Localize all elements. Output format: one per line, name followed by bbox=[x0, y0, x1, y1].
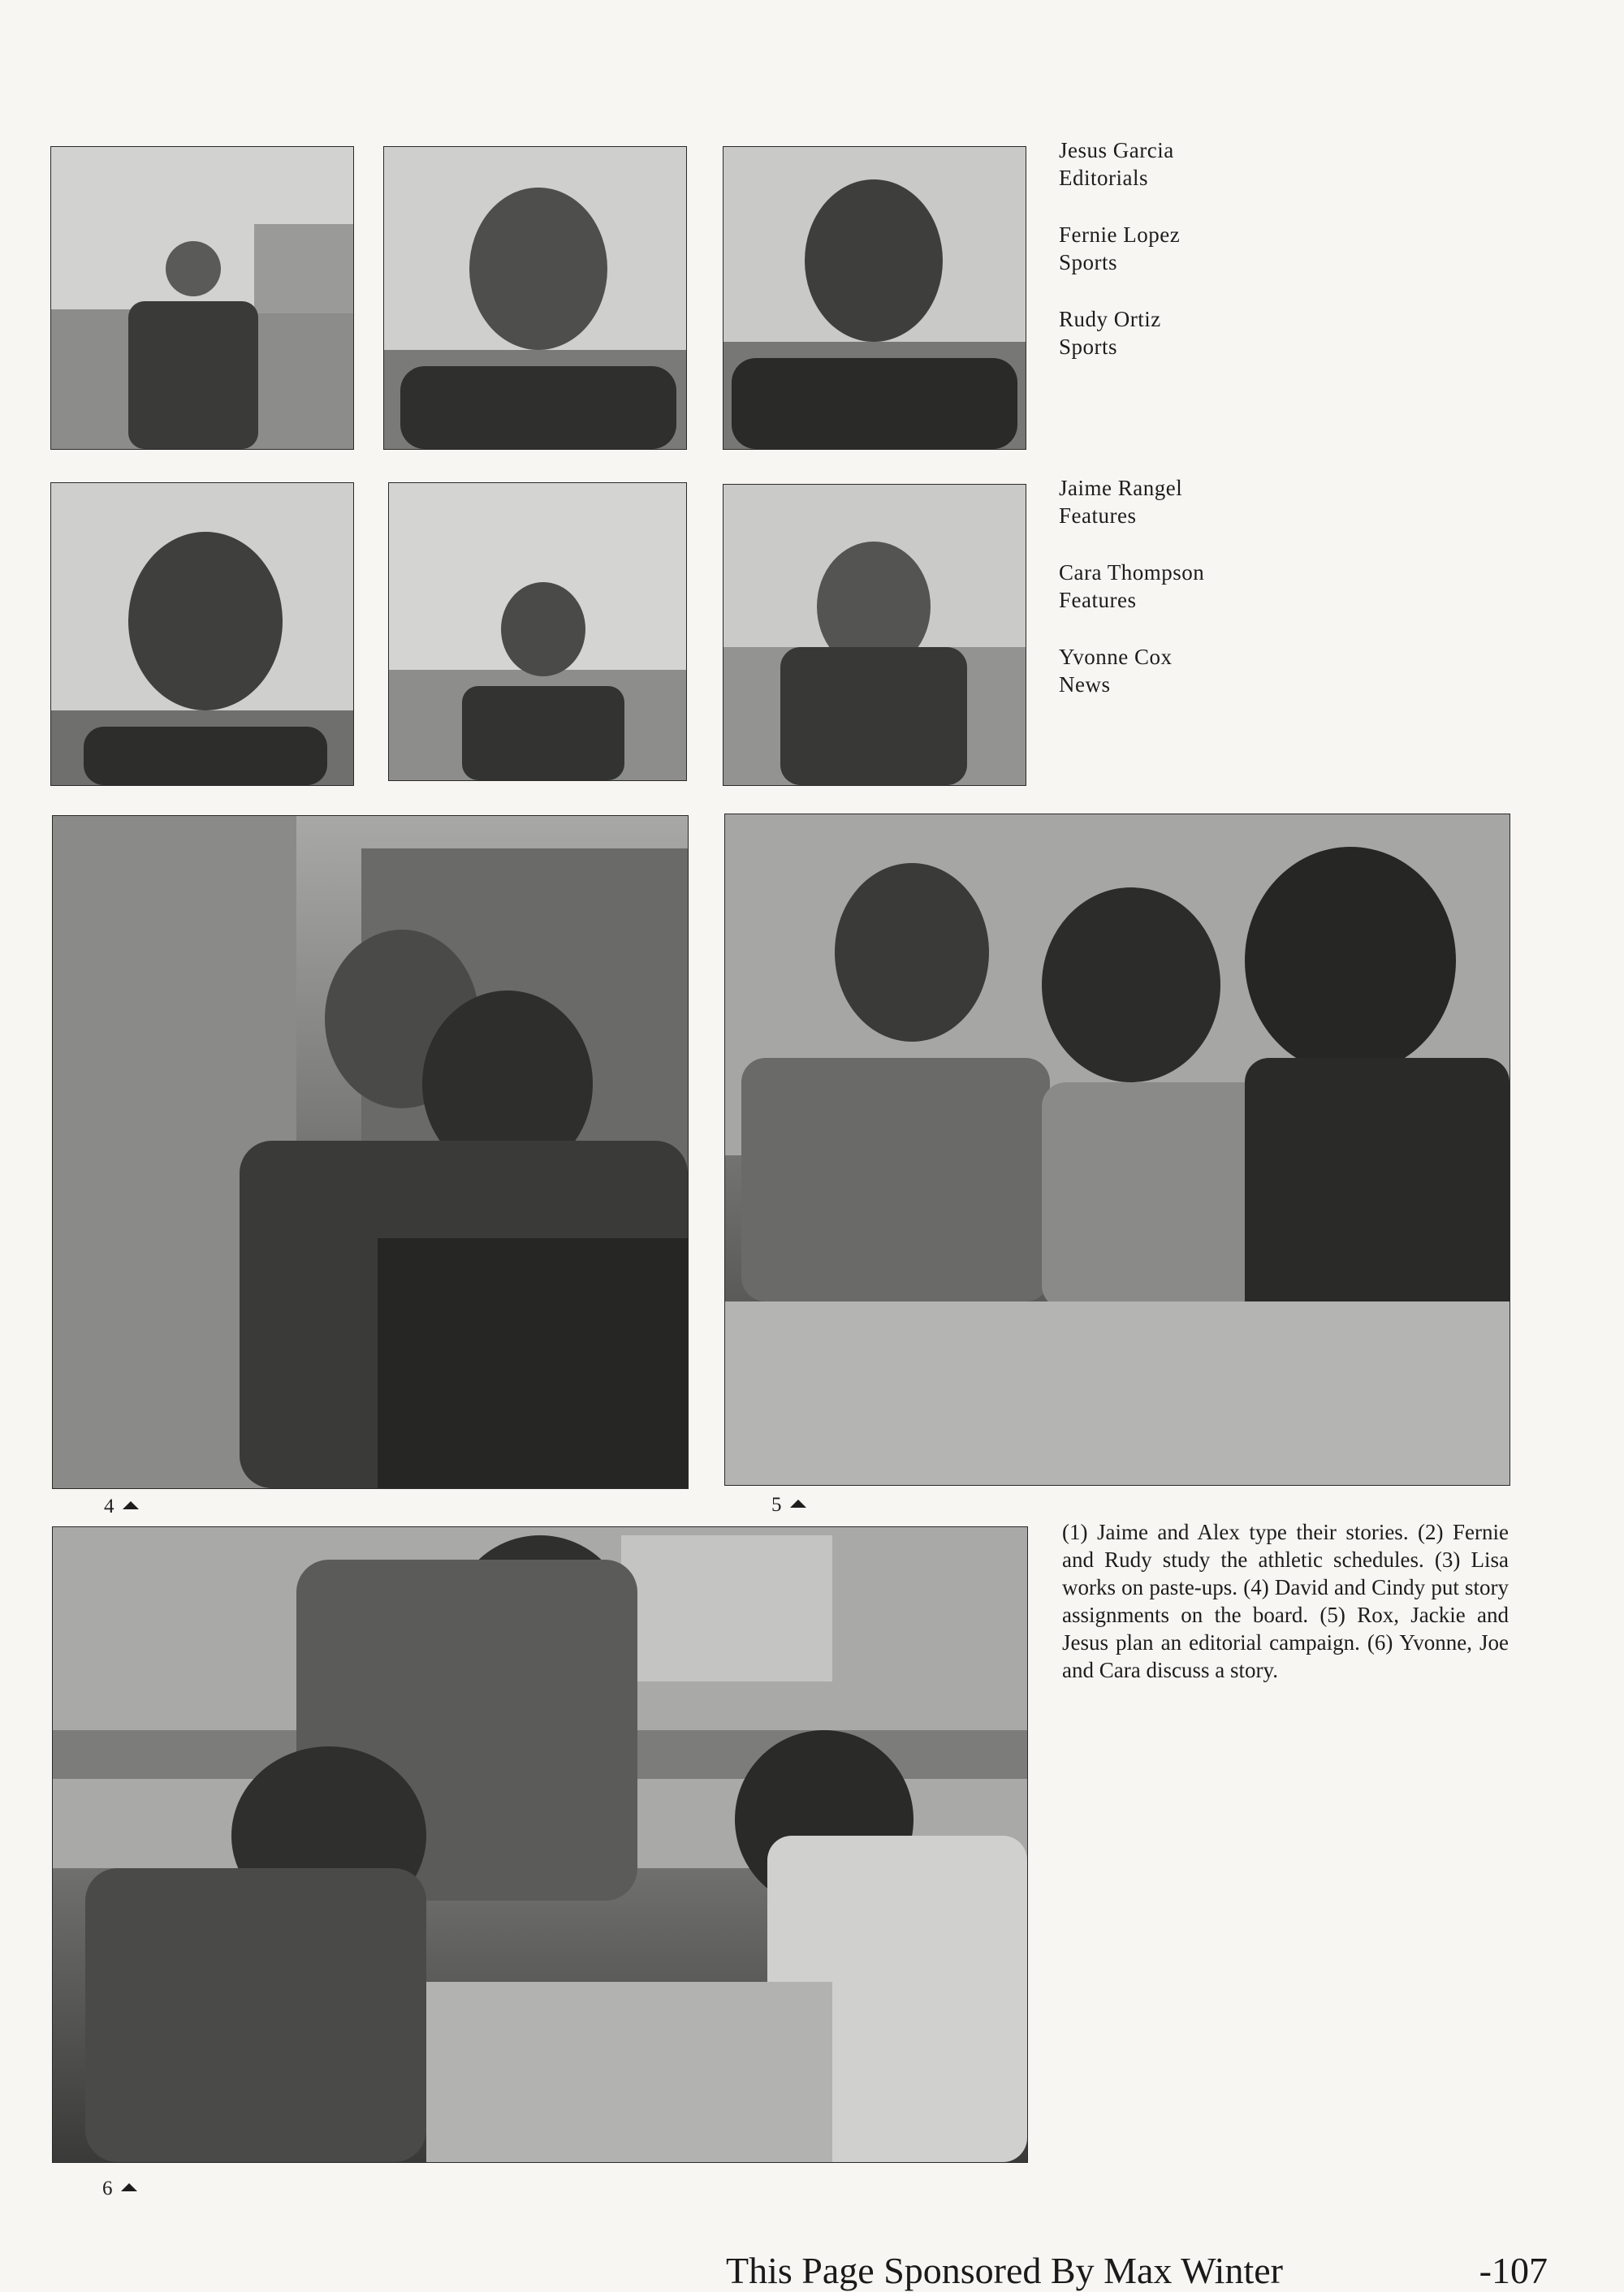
portrait-photo-yvonne-cox bbox=[723, 484, 1026, 786]
portrait-figure bbox=[389, 483, 686, 780]
portrait-photo-cara-thompson bbox=[388, 482, 687, 781]
portrait-entry bbox=[1059, 221, 1180, 276]
photo-caption: (1) Jaime and Alex type their stories. (2) Fernie and Rudy study the athletic schedules. (3) Lisa works on paste-ups. (4) David and Cindy put story assignments on the board. (5) Rox, Jackie and Jesus plan an editorial campaign. (6) Yvonne, Joe and Cara discuss a story. bbox=[1062, 1520, 1509, 1682]
photo-number-label: 5 bbox=[771, 1494, 782, 1516]
sponsor-line: This Page Sponsored By Max Winter bbox=[726, 2250, 1283, 2291]
photo-6-story-discussion bbox=[52, 1526, 1028, 2163]
photo-number-4 bbox=[104, 1496, 139, 1518]
photo-number-label: 6 bbox=[102, 2178, 113, 2199]
portrait-role: Sports bbox=[1059, 335, 1118, 359]
arrow-up-icon bbox=[123, 1501, 139, 1509]
page-number: -107 bbox=[1479, 2250, 1548, 2291]
portrait-name: Rudy Ortiz bbox=[1059, 307, 1161, 331]
portrait-names-top bbox=[1059, 136, 1180, 390]
portrait-name: Jaime Rangel bbox=[1059, 476, 1183, 500]
portrait-name: Jesus Garcia bbox=[1059, 138, 1174, 162]
portrait-role: Sports bbox=[1059, 250, 1118, 274]
photo-scene bbox=[53, 816, 688, 1488]
page-footer bbox=[726, 2249, 1548, 2292]
arrow-up-icon bbox=[790, 1500, 806, 1508]
portrait-role: Features bbox=[1059, 503, 1137, 528]
arrow-up-icon bbox=[121, 2183, 137, 2191]
photo-number-5 bbox=[771, 1494, 806, 1517]
portrait-figure bbox=[723, 147, 1026, 449]
photo-scene bbox=[53, 1527, 1027, 2162]
photo-number-6 bbox=[102, 2178, 137, 2200]
portrait-role: Features bbox=[1059, 588, 1137, 612]
portrait-photo-rudy-ortiz bbox=[723, 146, 1026, 450]
photo-number-label: 4 bbox=[104, 1496, 114, 1517]
portrait-photo-fernie-lopez bbox=[383, 146, 687, 450]
portrait-role: Editorials bbox=[1059, 166, 1148, 190]
portrait-role: News bbox=[1059, 672, 1111, 697]
photo-5-editorial-planning bbox=[724, 814, 1510, 1486]
portrait-entry bbox=[1059, 136, 1180, 192]
portrait-entry bbox=[1059, 305, 1180, 360]
portrait-figure bbox=[51, 483, 353, 785]
photo-4-chalkboard bbox=[52, 815, 689, 1489]
portrait-names-bottom bbox=[1059, 474, 1204, 727]
portrait-figure bbox=[384, 147, 686, 449]
photo-scene bbox=[725, 814, 1510, 1485]
portrait-entry bbox=[1059, 559, 1204, 614]
portrait-name: Cara Thompson bbox=[1059, 560, 1205, 585]
portrait-photo-jesus-garcia bbox=[50, 146, 354, 450]
portrait-figure bbox=[51, 147, 353, 449]
portrait-entry bbox=[1059, 643, 1204, 698]
portrait-name: Yvonne Cox bbox=[1059, 645, 1173, 669]
portrait-figure bbox=[723, 485, 1026, 785]
portrait-entry bbox=[1059, 474, 1204, 529]
portrait-name: Fernie Lopez bbox=[1059, 222, 1181, 247]
portrait-photo-jaime-rangel bbox=[50, 482, 354, 786]
